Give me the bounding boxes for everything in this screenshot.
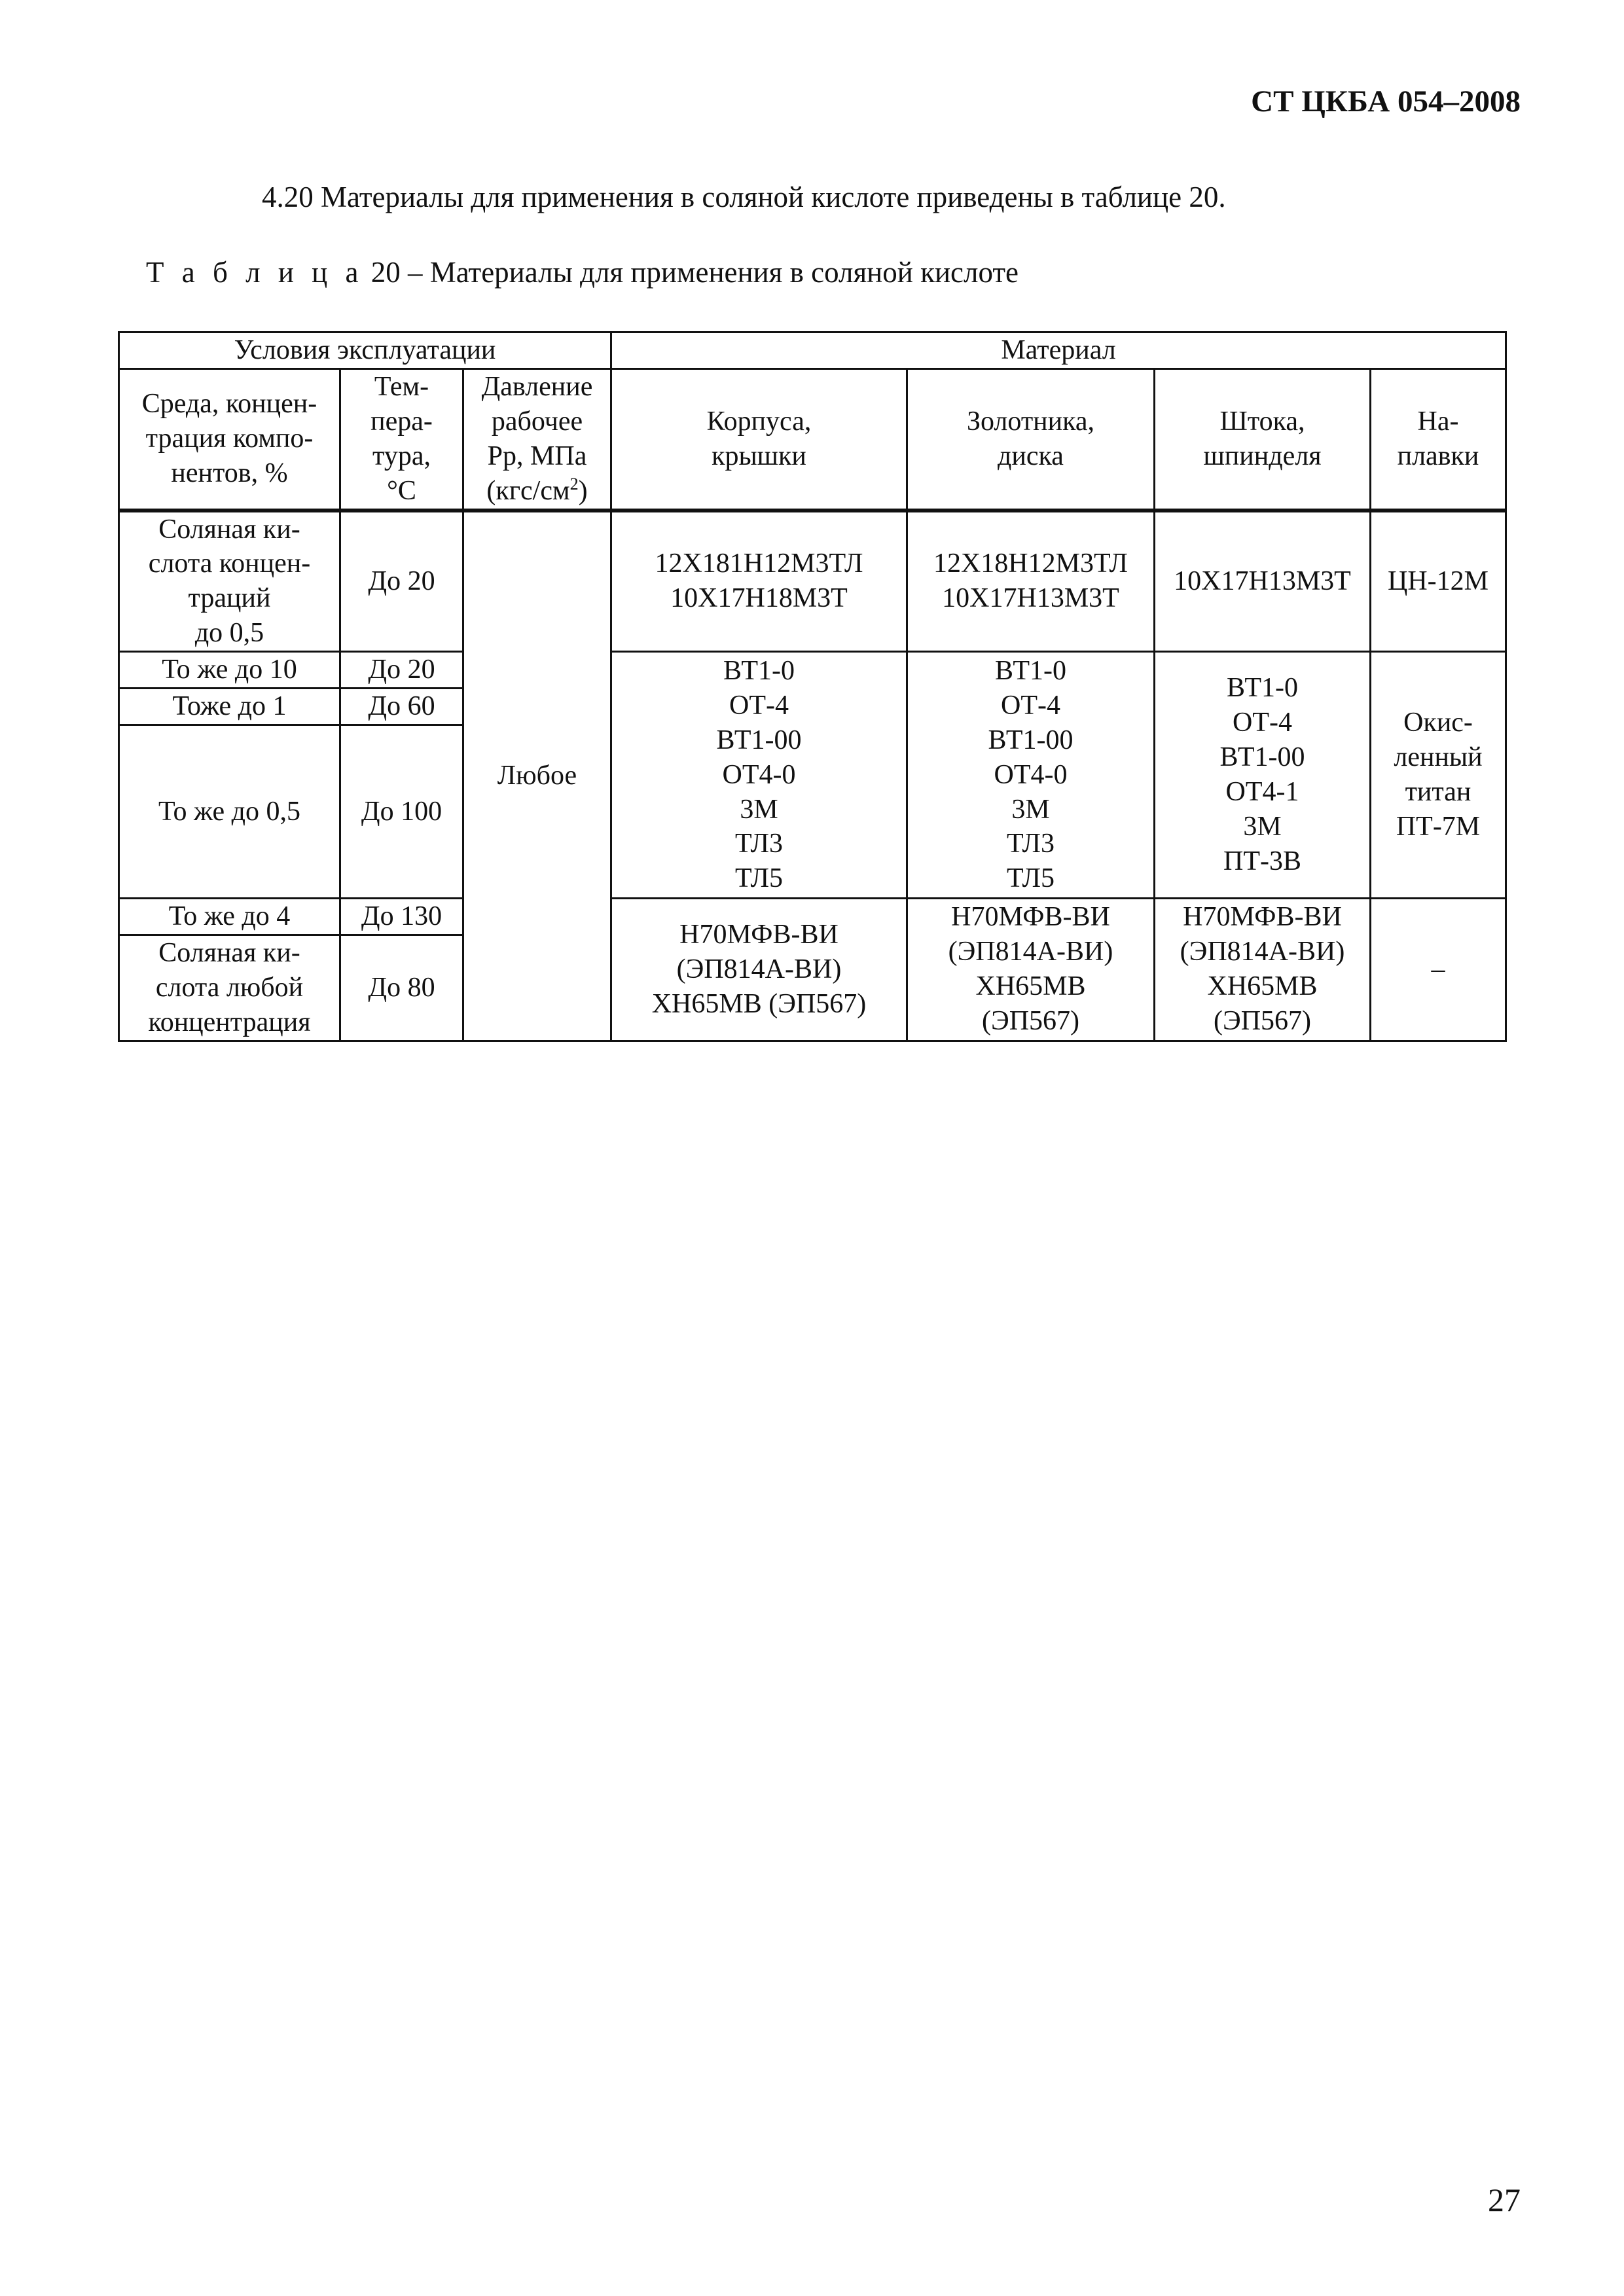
col-header-stem: Штока, шпинделя: [1155, 368, 1371, 510]
col-header-pressure: [463, 368, 611, 510]
materials-table: [118, 331, 1507, 1042]
cell-body: ВТ1-0 ОТ-4 ВТ1-00 ОТ4-0 3М ТЛ3 ТЛ5: [611, 652, 907, 899]
group-header-row: [119, 332, 1506, 369]
group-conditions-header: Условия эксплуатации: [119, 332, 611, 369]
page-number: 27: [1488, 2181, 1521, 2218]
cell-temperature: До 20: [340, 652, 463, 689]
cell-body: 12Х181Н12М3ТЛ 10Х17Н18М3Т: [611, 511, 907, 652]
group-material-header: Материал: [611, 332, 1506, 369]
cell-medium: Соляная ки- слота концен- траций до 0,5: [119, 511, 340, 652]
table-row: [119, 652, 1506, 689]
col-header-temperature: Тем- пера- тура, °С: [340, 368, 463, 510]
col-header-medium: Среда, концен- трация компо- нентов, %: [119, 368, 340, 510]
col-header-pressure-tail: ): [578, 475, 588, 506]
cell-temperature: До 80: [340, 935, 463, 1041]
cell-temperature: До 100: [340, 725, 463, 898]
col-header-pressure-sup: 2: [569, 474, 579, 493]
document-code: СТ ЦКБА 054–2008: [1251, 84, 1521, 118]
cell-medium: То же до 10: [119, 652, 340, 689]
table-caption-text: 20 – Материалы для применения в соляной кислоте: [363, 256, 1019, 289]
cell-overlay: Окис- ленный титан ПТ-7М: [1371, 652, 1506, 899]
cell-pressure: Любое: [463, 511, 611, 1041]
cell-temperature: До 60: [340, 689, 463, 725]
col-header-overlay: На- плавки: [1371, 368, 1506, 510]
cell-stem: Н70МФВ-ВИ (ЭП814А-ВИ) ХН65МВ (ЭП567): [1155, 898, 1371, 1041]
cell-stem: 10Х17Н13М3Т: [1155, 511, 1371, 652]
cell-disc: ВТ1-0 ОТ-4 ВТ1-00 ОТ4-0 3М ТЛ3 ТЛ5: [907, 652, 1155, 899]
intro-paragraph: 4.20 Материалы для применения в соляной кислоте приведены в таблице 20.: [262, 181, 1226, 213]
cell-body: Н70МФВ-ВИ (ЭП814А-ВИ) ХН65МВ (ЭП567): [611, 898, 907, 1041]
cell-overlay: ЦН-12М: [1371, 511, 1506, 652]
cell-overlay: –: [1371, 898, 1506, 1041]
cell-disc: 12Х18Н12М3ТЛ 10Х17Н13М3Т: [907, 511, 1155, 652]
cell-medium: То же до 0,5: [119, 725, 340, 898]
cell-stem: ВТ1-0 ОТ-4 ВТ1-00 ОТ4-1 3М ПТ-3В: [1155, 652, 1371, 899]
cell-medium: Тоже до 1: [119, 689, 340, 725]
col-header-pressure-text: Давление рабочее Pр, МПа (кгс/см: [481, 371, 593, 506]
table-row: [119, 511, 1506, 652]
cell-medium: Соляная ки- слота любой концентрация: [119, 935, 340, 1041]
table-caption: [146, 255, 1019, 289]
col-header-body: Корпуса, крышки: [611, 368, 907, 510]
cell-medium: То же до 4: [119, 898, 340, 935]
cell-temperature: До 130: [340, 898, 463, 935]
cell-temperature: До 20: [340, 511, 463, 652]
table-row: [119, 898, 1506, 935]
cell-disc: Н70МФВ-ВИ (ЭП814А-ВИ) ХН65МВ (ЭП567): [907, 898, 1155, 1041]
column-header-row: [119, 368, 1506, 510]
table-caption-label: Т а б л и ц а: [146, 256, 364, 289]
col-header-disc: Золотника, диска: [907, 368, 1155, 510]
